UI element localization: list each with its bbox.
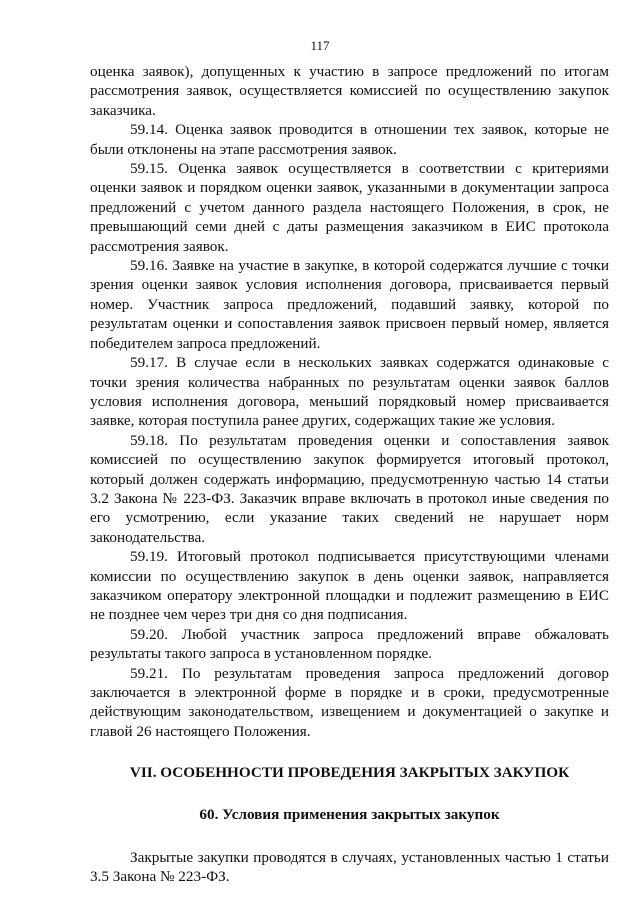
paragraph-59-15: 59.15. Оценка заявок осуществляется в соответствии с критериями оценки заявок и порядком оценки заявок, указанными в документации запроса предложений с учетом данного раздела настоящего Положения, в срок, не превышающий семи дней с даты размещения заказчиком в ЕИС протокола рассмотрения заявок.	[90, 160, 609, 255]
document-body	[90, 62, 609, 887]
paragraph-59-19: 59.19. Итоговый протокол подписывается присутствующими членами комиссии по осуществлению закупок в день оценки заявок, направляется заказчиком оператору электронной площадки и подлежит размещению в ЕИС не позднее чем через три дня со дня подписания.	[90, 548, 609, 624]
paragraph-59-14: 59.14. Оценка заявок проводится в отношении тех заявок, которые не были отклонены на этапе рассмотрения заявок.	[90, 121, 609, 158]
paragraph-59-20: 59.20. Любой участник запроса предложений вправе обжаловать результаты такого запроса в установленном порядке.	[90, 625, 609, 663]
paragraph-59-21: 59.21. По результатам проведения запроса предложений договор заключается в электронной форме в порядке и в сроки, предусмотренные действующим законодательством, извещением и документацией о закупке и главой 26 настоящего Положения.	[90, 664, 609, 740]
paragraph-continued: оценка заявок), допущенных к участию в запросе предложений по итогам рассмотрения заявок, осуществляется комиссией по осуществлению закупок заказчика.	[90, 63, 609, 119]
paragraph-60: Закрытые закупки проводятся в случаях, установленных частью 1 статьи 3.5 Закона № 223-ФЗ.	[90, 849, 609, 886]
chapter-heading: VII. ОСОБЕННОСТИ ПРОВЕДЕНИЯ ЗАКРЫТЫХ ЗАКУПОК	[129, 764, 570, 782]
paragraph-59-17: 59.17. В случае если в нескольких заявках содержатся одинаковые с точки зрения количества набранных по результатам оценки заявок баллов условия исполнения договора, меньший порядковый номер присваивается заявке, которая поступила ранее других, содержащих такие же условия.	[90, 354, 609, 430]
page-number: 117	[310, 38, 330, 53]
paragraph-59-16: 59.16. Заявке на участие в закупке, в которой содержатся лучшие с точки зрения оценки заявок условия исполнения договора, присваивается первый номер. Участник запроса предложений, подавший заявку, которой по результатам оценки и сопоставления заявок присвоен первый номер, является победителем запроса предложений.	[90, 257, 609, 352]
section-heading: 60. Условия применения закрытых закупок	[199, 805, 500, 823]
paragraph-59-18: 59.18. По результатам проведения оценки и сопоставления заявок комиссией по осуществлению закупок формируется итоговый протокол, который должен содержать информацию, предусмотренную частью 14 статьи 3.2 Закона № 223-ФЗ. Заказчик вправе включать в протокол иные сведения по его усмотрению, если указание таких сведений не нарушает норм законодательства.	[90, 431, 609, 546]
